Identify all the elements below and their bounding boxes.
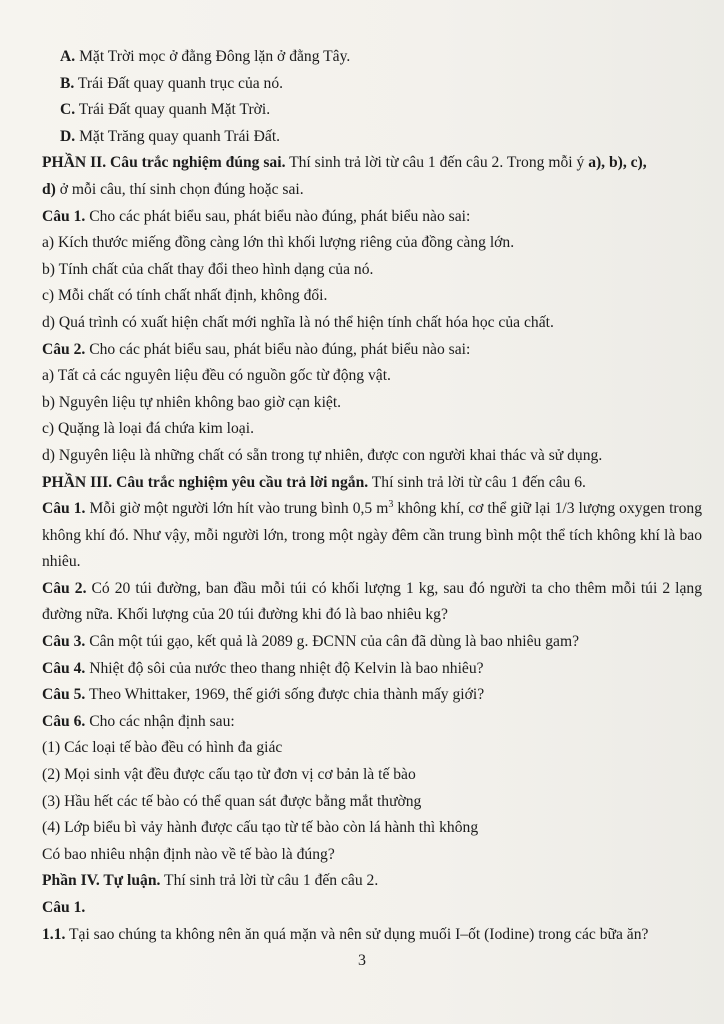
statement-item: a) Kích thước miếng đồng càng lớn thì khối lượng riêng của đồng càng lớn. [42,234,515,252]
part2-heading-line: PHẦN II. Câu trắc nghiệm đúng sai. Thí sinh trả lời từ câu 1 đến câu 2. Trong mỗi ý a), b), c), [42,154,647,172]
part2-question-2: Câu 2. Cho các phát biểu sau, phát biểu nào đúng, phát biểu nào sai: [42,340,471,358]
part4-question-1-label: Câu 1. [42,899,86,916]
part4-heading-line: Phần IV. Tự luận. Thí sinh trả lời từ câu 1 đến câu 2. [42,872,379,890]
question-closing: Có bao nhiêu nhận định nào về tế bào là đúng? [42,845,335,863]
part3-question-6: Câu 6. Cho các nhận định sau: [42,712,235,730]
statement-item: (3) Hầu hết các tế bào có thể quan sát được bằng mắt thường [42,792,422,810]
part3-question-4: Câu 4. Nhiệt độ sôi của nước theo thang nhiệt độ Kelvin là bao nhiêu? [42,659,484,677]
part3-question-5: Câu 5. Theo Whittaker, 1969, thế giới sống được chia thành mấy giới? [42,686,485,704]
statement-item: b) Tính chất của chất thay đổi theo hình dạng của nó. [42,260,374,278]
statement-item: (4) Lớp biểu bì vảy hành được cấu tạo từ tế bào còn lá hành thì không [42,819,479,837]
part2-instruction-line: d) ở mỗi câu, thí sinh chọn đúng hoặc sai. [42,180,304,198]
option-b: B. Trái Đất quay quanh trục của nó. [60,74,284,92]
statement-item: a) Tất cả các nguyên liệu đều có nguồn gốc từ động vật. [42,367,391,385]
part2-question-1: Câu 1. Cho các phát biểu sau, phát biểu nào đúng, phát biểu nào sai: [42,207,471,225]
part3-question-2: Câu 2. Có 20 túi đường, ban đầu mỗi túi có khối lượng 1 kg, sau đó người ta cho thêm mỗi túi 2 lạng đường nữa. Khối lượng của 20 túi đường khi đó là bao nhiêu kg? [42,579,702,624]
part3-question-1: Câu 1. Mỗi giờ một người lớn hít vào trung bình 0,5 $m^3$ không khí, cơ thể giữ lại 1/3 lượng oxygen trong không khí đó. Như vậy, mỗi người lớn, trong một ngày đêm cần trung bình một thể tích không khí là bao nhiêu. [42,498,702,571]
option-a: A. Mặt Trời mọc ở đằng Đông lặn ở đằng Tây. [60,48,351,65]
page-number: 3 [358,952,366,969]
statement-item: d) Nguyên liệu là những chất có sẵn trong tự nhiên, được con người khai thác và sử dụng. [42,446,603,464]
part4-question-1-1: 1.1. Tại sao chúng ta không nên ăn quá mặn và nên sử dụng muối I–ốt (Iodine) trong các bữa ăn? [42,925,649,943]
option-c: C. Trái Đất quay quanh Mặt Trời. [60,101,271,119]
part3-question-3: Câu 3. Cân một túi gạo, kết quả là 2089 g. ĐCNN của cân đã dùng là bao nhiêu gam? [42,633,580,651]
option-d: D. Mặt Trăng quay quanh Trái Đất. [60,127,281,145]
statement-item: (2) Mọi sinh vật đều được cấu tạo từ đơn vị cơ bản là tế bào [42,766,416,784]
statement-item: c) Mỗi chất có tính chất nhất định, không đổi. [42,287,328,305]
statement-item: c) Quặng là loại đá chứa kim loại. [42,420,254,438]
statement-item: (1) Các loại tế bào đều có hình đa giác [42,739,283,757]
part3-heading-line: PHẦN III. Câu trắc nghiệm yêu cầu trả lời ngắn. Thí sinh trả lời từ câu 1 đến câu 6. [42,473,586,491]
statement-item: b) Nguyên liệu tự nhiên không bao giờ cạn kiệt. [42,393,342,411]
statement-item: d) Quá trình có xuất hiện chất mới nghĩa là nó thể hiện tính chất hóa học của chất. [42,313,554,331]
